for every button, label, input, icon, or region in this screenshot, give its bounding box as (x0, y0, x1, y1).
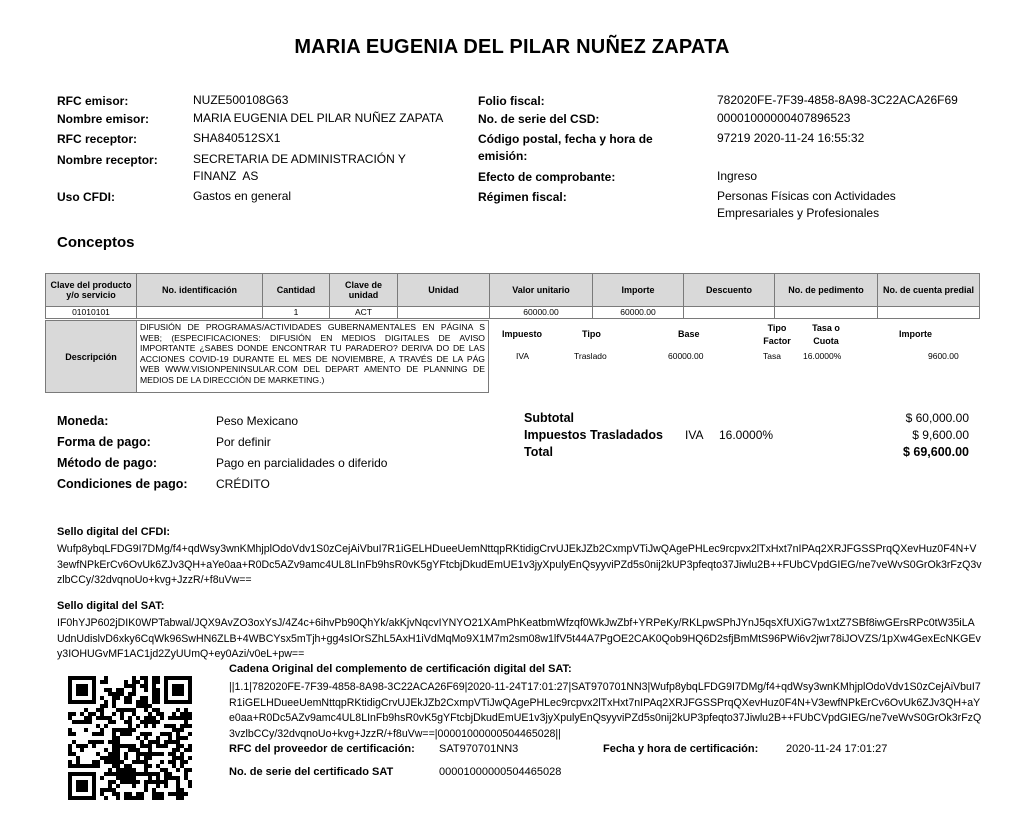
serie-csd-value: 00001000000407896523 (717, 111, 851, 125)
tax-head-base: Base (678, 329, 700, 339)
impuestos-trasladados-value: $ 9,600.00 (912, 428, 969, 442)
folio-fiscal-value: 782020FE-7F39-4858-8A98-3C22ACA26F69 (717, 93, 958, 107)
efecto-value: Ingreso (717, 169, 758, 183)
impuestos-trasladados-label: Impuestos Trasladados (524, 428, 663, 442)
col-descuento: Descuento (684, 274, 775, 306)
uso-cfdi-value: Gastos en general (193, 189, 292, 203)
rfc-emisor-label: RFC emisor: (57, 94, 129, 108)
descripcion-text: DIFUSIÓN DE PROGRAMAS/ACTIVIDADES GUBERNAMENTALES EN PÁGINA S WEB; (ESPECIFICACIONES: DIFUSIÓN EN MEDIOS DIGITALES DE AVISO IMPORTANTE ¿SABES DONDE ENCONTRAR TU PARADERO? DERIVA DO DE LAS ACCIONES COVID-19 DURANTE EL MES DE NOVIEMBRE, A TRAVÉS DE LA PÁG WEB WWW.VISIONPENINSULAR.COM DEL DEPART AMENTO DE PLANNING DE MEDIOS DE LA DIRECCIÓN DE MARKETING.) (137, 320, 489, 393)
tax-tasa: 16.0000% (803, 351, 842, 361)
fecha-certificacion-label: Fecha y hora de certificación: (603, 743, 759, 755)
sello-sat-value: IF0hYJP602jDIK0WPTabwal/JQX9AvZO3oxYsJ/4Z4c+6ihvPb90QhYk/akKjvNqcvIYNYO21XAmPhKeatbmWfzqf0WkJwZbf+YRPeKy/RKLpwSPhJYnJ5qsXfUXiG7w1xtZ7SBf8iwGErsRPc0tW35iLAUdnUdislvD6xky6CqWk96SwHN6ZLB+4WBCYsx5mTjh+gg4sIOrSZhL5AxH1iVdMqMo9X1M7m2sm08w1lfV5t44A7PgOE2CAK0Qob9HQ6D2sfjBmMtS96PWi6v2jwr78iJOVZS/1pXw4GexEcNKGEvy3IOHUGvMF1AC1jd2ZyUUmQ+ey0Azi/v0eL+pw== (57, 617, 981, 660)
cell-no-identificacion (137, 307, 263, 318)
uso-cfdi-label: Uso CFDI: (57, 190, 115, 204)
serie-csd-label: No. de serie del CSD: (478, 112, 600, 126)
rfc-proveedor-label: RFC del proveedor de certificación: (229, 743, 415, 755)
cell-clave-unidad: ACT (330, 307, 398, 318)
conceptos-table-header (45, 273, 980, 307)
sello-cfdi-label: Sello digital del CFDI: (57, 526, 171, 538)
regimen-value-2: Empresariales y Profesionales (717, 206, 880, 220)
subtotal-value: $ 60,000.00 (905, 411, 969, 425)
nombre-emisor-label: Nombre emisor: (57, 112, 150, 126)
col-predial: No. de cuenta predial (882, 285, 975, 295)
col-importe: Importe (593, 274, 684, 306)
tax-head-tipo-factor-2: Factor (763, 336, 791, 346)
tax-tipo: Traslado (574, 351, 607, 361)
col-clave-unidad: Clave de unidad (330, 274, 398, 306)
regimen-value-1: Personas Físicas con Actividades (717, 189, 896, 203)
regimen-label: Régimen fiscal: (478, 190, 567, 204)
impuestos-tipo: IVA (685, 428, 704, 442)
rfc-proveedor-value: SAT970701NN3 (439, 743, 519, 755)
rfc-receptor-label: RFC receptor: (57, 132, 138, 146)
col-pedimento: No. de pedimento (775, 274, 878, 306)
cp-fecha-value: 97219 2020-11-24 16:55:32 (717, 131, 865, 145)
cadena-original-label: Cadena Original del complemento de certificación digital del SAT: (229, 663, 572, 675)
cell-clave: 01010101 (46, 307, 137, 318)
table-row (45, 307, 980, 319)
cell-importe: 60000.00 (593, 307, 684, 318)
tax-base: 60000.00 (668, 351, 704, 361)
descripcion-label: Descripción (45, 320, 137, 393)
cell-unidad (398, 307, 490, 318)
col-clave-producto: Clave del producto y/o servicio (46, 274, 137, 306)
serie-sat-value: 00001000000504465028 (439, 766, 562, 778)
cell-predial (878, 307, 979, 318)
efecto-label: Efecto de comprobante: (478, 170, 616, 184)
col-unidad: Unidad (398, 274, 490, 306)
tax-head-impuesto: Impuesto (502, 329, 543, 339)
nombre-receptor-label: Nombre receptor: (57, 153, 158, 167)
tax-head-importe: Importe (899, 329, 933, 339)
metodo-pago-label: Método de pago: (57, 456, 157, 470)
forma-pago-label: Forma de pago: (57, 435, 151, 449)
tax-head-tasa-1: Tasa o (812, 323, 840, 333)
condiciones-pago-value: CRÉDITO (216, 477, 270, 491)
qr-code-icon (68, 676, 192, 800)
metodo-pago-value: Pago en parcialidades o diferido (216, 456, 388, 470)
nombre-receptor-value-2: FINANZ AS (193, 169, 259, 183)
moneda-value: Peso Mexicano (216, 414, 299, 428)
tax-importe: 9600.00 (928, 351, 959, 361)
page-title: MARIA EUGENIA DEL PILAR NUÑEZ ZAPATA (294, 36, 730, 58)
col-cantidad: Cantidad (263, 274, 330, 306)
tax-head-tipo: Tipo (582, 329, 601, 339)
total-value: $ 69,600.00 (902, 445, 969, 459)
qr-modules (68, 676, 192, 800)
cp-fecha-label-2: emisión: (478, 149, 528, 163)
cadena-original-value: ||1.1|782020FE-7F39-4858-8A98-3C22ACA26F69|2020-11-24T17:01:27|SAT970701NN3|Wufp8ybqLFDG9I7DMg/f4+qdWsy3wnKMhjplOdoVdv1S0zCejAiVbuI7R1iGELHDueeUemNttqpRKtidigCrvUJEkJZb2CxmpVTiJwQAgePHLec9rcpvx2lTxHxt7nIPAq2XRJFGSSPrqQXevHuz0F4N+V3ewfNPkErCv6OvUk6ZJv3QH+aYe0aa+R0Dc5AZv9amc4UL8LInFb9hsR0vK5gYFtcbjDkudEmUE1v3jyXpulyEnQsyyviPZd5s0nij2kUP3pfeqto37Jiwlu2B++FUbCVpdGIEG/ne7veWvS0GrOk3rFzQ3vzlbCCy/32dvqnoUo+kvg+JzzR/+f8uVw==|00001000000504465028|| (229, 681, 982, 740)
subtotal-label: Subtotal (524, 411, 574, 425)
rfc-receptor-value: SHA840512SX1 (193, 131, 281, 145)
sello-cfdi-value: Wufp8ybqLFDG9I7DMg/f4+qdWsy3wnKMhjplOdoVdv1S0zCejAiVbuI7R1iGELHDueeUemNttqpRKtidigCrvUJEkJZb2CxmpVTiJwQAgePHLec9rcpvx2lTxHxt7nIPAq2XRJFGSSPrqQXevHuz0F4N+V3ewfNPkErCv6OvUk6ZJv3QH+aYe0aa+R0Dc5AZv9amc4UL8LInFb9hsR0vK5gYFtcbjDkudEmUE1v3jyXpulyEnQsyyviPZd5s0nij2kUP3pfeqto37Jiwlu2B++FUbCVpdGIEG/ne7veWvS0GrOk3rFzQ3vzlbCCy/32dvqnoUo+kvg+JzzR/+f8uVw== (57, 543, 982, 586)
cell-valor-unitario: 60000.00 (490, 307, 593, 318)
forma-pago-value: Por definir (216, 435, 271, 449)
col-valor-unitario: Valor unitario (490, 274, 593, 306)
tax-tipo-factor: Tasa (763, 351, 781, 361)
sello-sat-label: Sello digital del SAT: (57, 600, 165, 612)
conceptos-heading: Conceptos (57, 234, 135, 251)
tax-head-tasa-2: Cuota (813, 336, 839, 346)
tax-head-tipo-factor-1: Tipo (767, 323, 787, 333)
cell-descuento (684, 307, 775, 318)
total-label: Total (524, 445, 553, 459)
col-no-identificacion: No. identificación (137, 274, 263, 306)
impuestos-tasa: 16.0000% (719, 428, 774, 442)
tax-impuesto: IVA (516, 351, 530, 361)
moneda-label: Moneda: (57, 414, 109, 428)
rfc-emisor-value: NUZE500108G63 (193, 93, 289, 107)
fecha-certificacion-value: 2020-11-24 17:01:27 (786, 743, 888, 755)
condiciones-pago-label: Condiciones de pago: (57, 477, 188, 491)
nombre-receptor-value-1: SECRETARIA DE ADMINISTRACIÓN Y (193, 152, 406, 166)
cp-fecha-label-1: Código postal, fecha y hora de (478, 132, 653, 146)
folio-fiscal-label: Folio fiscal: (478, 94, 545, 108)
cell-cantidad: 1 (263, 307, 330, 318)
nombre-emisor-value: MARIA EUGENIA DEL PILAR NUÑEZ ZAPATA (193, 111, 444, 125)
cell-pedimento (775, 307, 878, 318)
serie-sat-label: No. de serie del certificado SAT (229, 766, 394, 778)
